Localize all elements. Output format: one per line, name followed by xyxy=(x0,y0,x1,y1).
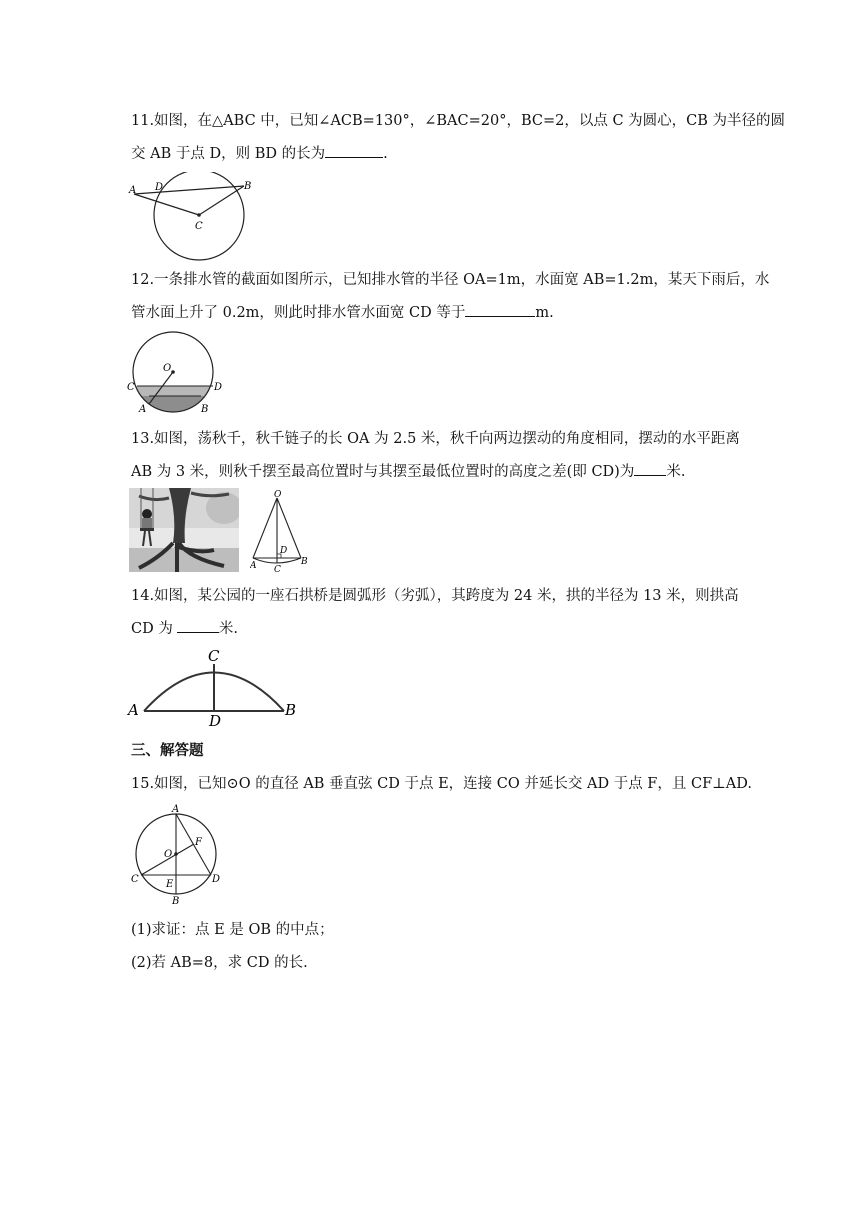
label-b: B xyxy=(301,557,308,567)
label-e: E xyxy=(166,879,174,890)
q13-text-line1: 13.如图，荡秋千，秋千链子的长 OA 为 2.5 米，秋千向两边摆动的角度相同，摆动的水平距离 xyxy=(131,431,740,447)
label-o: O xyxy=(163,363,172,374)
label-a: A xyxy=(139,404,147,415)
label-b: B xyxy=(285,701,297,719)
label-a: A xyxy=(172,804,180,815)
segment-cb xyxy=(199,186,244,215)
segment-ac xyxy=(134,194,199,215)
q12-figure xyxy=(125,330,225,416)
label-b: B xyxy=(172,896,180,906)
q14-bridge-figure xyxy=(126,644,298,726)
label-a: A xyxy=(129,185,137,196)
label-c: C xyxy=(208,647,220,665)
swing-photo xyxy=(129,488,239,572)
q12-text-pre: 管水面上升了 0.2m，则此时排水管水面宽 CD 等于 xyxy=(131,305,466,321)
q14-text-pre: CD 为 xyxy=(131,621,173,637)
label-b: B xyxy=(201,404,209,415)
segment-oa xyxy=(253,498,277,558)
q11-text-post: . xyxy=(383,146,388,162)
q11-text-pre: 交 AB 于点 D，则 BD 的长为 xyxy=(131,146,326,162)
q14-text-line1: 14.如图，某公园的一座石拱桥是圆弧形（劣弧），其跨度为 24 米，拱的半径为 13 米，则拱高 xyxy=(131,588,739,604)
label-f: F xyxy=(195,837,202,848)
answer-blank xyxy=(177,618,219,633)
label-d: D xyxy=(280,546,288,556)
q13-text-post: 米. xyxy=(666,464,686,480)
answer-blank xyxy=(634,461,666,476)
q11-text-line2 xyxy=(131,143,388,164)
point-o xyxy=(174,852,178,856)
section-heading: 三、解答题 xyxy=(131,743,204,759)
point-c xyxy=(197,213,201,217)
label-c: C xyxy=(127,382,135,393)
q15-part1: (1)求证：点 E 是 OB 的中点； xyxy=(131,922,334,938)
q13-text-pre: AB 为 3 米，则秋千摆至最高位置时与其摆至最低位置时的高度之差(即 CD)为 xyxy=(131,464,635,480)
label-o: O xyxy=(274,490,282,500)
q13-text-line2 xyxy=(131,461,685,482)
label-a: A xyxy=(128,701,139,719)
label-a: A xyxy=(250,561,257,571)
q12-text-post: m. xyxy=(535,305,554,321)
label-d: D xyxy=(212,874,221,885)
point-o xyxy=(171,370,175,374)
segment-ab xyxy=(134,186,244,194)
q15-text-line1: 15.如图，已知⊙O 的直径 AB 垂直弦 CD 于点 E，连接 CO 并延长交 AD 于点 F，且 CF⊥AD. xyxy=(131,776,752,792)
label-c: C xyxy=(195,221,203,232)
q11-figure xyxy=(128,172,268,262)
q11-text-line1: 11.如图，在△ABC 中，已知∠ACB=130°，∠BAC=20°，BC=2，以点 C 为圆心，CB 为半径的圆 xyxy=(131,113,786,129)
answer-blank xyxy=(465,302,535,317)
q13-swing-diagram xyxy=(250,490,322,572)
label-d: D xyxy=(155,182,164,193)
q14-text-post: 米. xyxy=(218,621,238,637)
label-d: D xyxy=(209,712,222,726)
label-o: O xyxy=(164,849,173,860)
answer-blank xyxy=(325,143,383,158)
q15-figure xyxy=(128,802,228,906)
q14-text-line2 xyxy=(131,618,238,639)
q12-text-line1: 12.一条排水管的截面如图所示，已知排水管的半径 OA=1m，水面宽 AB=1.2m，某天下雨后，水 xyxy=(131,272,770,288)
label-c: C xyxy=(131,874,139,885)
q12-text-line2 xyxy=(131,302,554,323)
label-b: B xyxy=(244,181,252,192)
q15-part2: (2)若 AB=8，求 CD 的长. xyxy=(131,955,308,971)
label-d: D xyxy=(214,382,223,393)
label-c: C xyxy=(274,565,281,572)
